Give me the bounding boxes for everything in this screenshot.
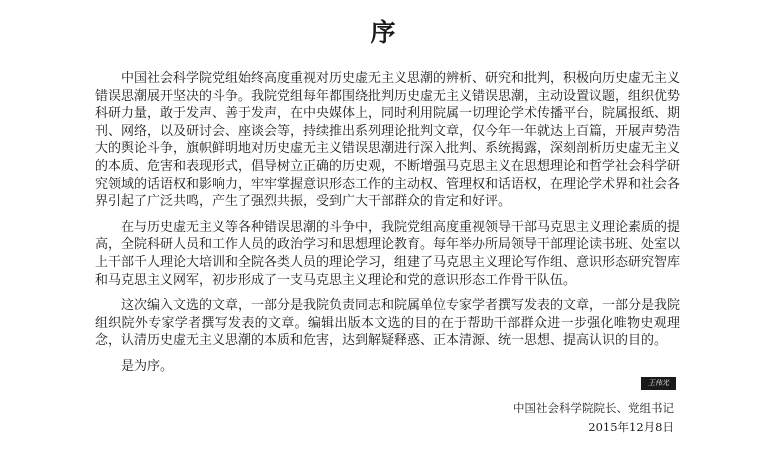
paragraph-2: 在与历史虚无主义等各种错误思潮的斗争中，我院党组高度重视领导干部马克思主义理论素质的提高，全院科研人员和工作人员的政治学习和思想理论教育。每年举办所局领导干部理论读书班、处室以上干部千人理论大培训和全院各类人员的理论学习，组建了马克思主义理论写作组、意识形态研究智库和马克思主义网军，初步形成了一支马克思主义理论和党的意识形态工作骨干队伍。: [95, 219, 681, 288]
page-title: 序: [370, 18, 398, 47]
paragraph-closing: 是为序。: [121, 358, 174, 374]
signature-image: 王伟光: [641, 377, 676, 390]
paragraph-3: 这次编入文选的文章，一部分是我院负责同志和院属单位专家学者撰写发表的文章，一部分是我院组织院外专家学者撰写发表的文章。编辑出版本文选的目的在于帮助干部群众进一步强化唯物史观理念，认清历史虚无主义思潮的本质和危害，达到解疑释惑、正本清源、统一思想、提高认识的目的。: [95, 298, 681, 349]
signature-affiliation: 中国社会科学院院长、党组书记: [513, 401, 674, 415]
preface-body: [95, 70, 680, 384]
signature-date: 2015年12月8日: [588, 420, 674, 434]
paragraph-1: 中国社会科学院党组始终高度重视对历史虚无主义思潮的辨析、研究和批判，积极向历史虚无主义错误思潮展开坚决的斗争。我院党组每年都围绕批判历史虚无主义错误思潮，主动设置议题，组织优势科研力量，敢于发声、善于发声，在中央媒体上，同时利用院属一切理论学术传播平台，院属报纸、期刊、网络，以及研讨会、座谈会等，持续推出系列理论批判文章，仅今年一年就达上百篇，开展声势浩大的舆论斗争，旗帜鲜明地对历史虚无主义错误思潮进行深入批判、系统揭露，深刻剖析历史虚无主义的本质、危害和表现形式，倡导树立正确的历史观，不断增强马克思主义在思想理论和哲学社会科学研究领域的话语权和影响力，牢牢掌握意识形态工作的主动权、管理权和话语权，在理论学术界和社会各界引起了广泛共鸣，产生了强烈共振，受到广大干部群众的肯定和好评。: [95, 71, 681, 210]
